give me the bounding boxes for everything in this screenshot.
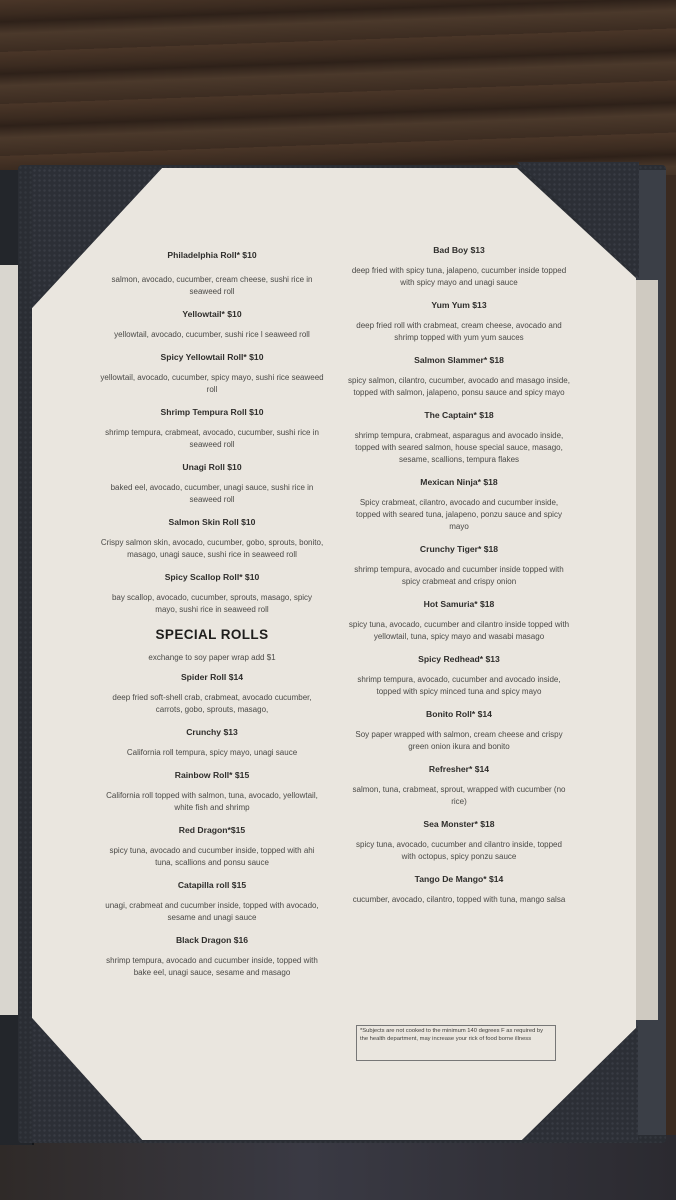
item-description: bay scallop, avocado, cucumber, sprouts, masago, spicy mayo, sushi rice in seaweed roll bbox=[111, 593, 313, 614]
item-description: shrimp tempura, crabmeat, asparagus and avocado inside, topped with seared salmon, house special sauce, masago, sesame, scallions, tempura flakes bbox=[354, 431, 564, 464]
item-description: shrimp tempura, avocado and cucumber inside, topped with bake eel, unagi sauce, sesame and masago bbox=[106, 956, 318, 977]
item-name: Mexican Ninja* $18 bbox=[420, 477, 498, 487]
raw-food-disclaimer: *Subjects are not cooked to the minimum 140 degrees F as required by the health department, may increase your rick of food borne illness bbox=[356, 1025, 556, 1061]
item-description: baked eel, avocado, cucumber, unagi sauce, sushi rice in seaweed roll bbox=[110, 483, 314, 504]
item-description: salmon, tuna, crabmeat, sprout, wrapped with cucumber (no rice) bbox=[352, 785, 566, 806]
menu-item bbox=[100, 879, 324, 924]
item-description: shrimp tempura, avocado and cucumber inside topped with spicy crabmeat and crispy onion bbox=[354, 565, 564, 586]
item-description: California roll topped with salmon, tuna, avocado, yellowtail, white fish and shrimp bbox=[106, 791, 318, 812]
left-page-sheet bbox=[0, 265, 18, 1015]
item-description: California roll tempura, spicy mayo, unagi sauce bbox=[126, 748, 298, 757]
menu-item bbox=[100, 308, 324, 341]
menu-item bbox=[348, 409, 570, 466]
item-description: deep fried roll with crabmeat, cream cheese, avocado and shrimp topped with yum yum sauces bbox=[356, 321, 562, 342]
item-description: Spicy crabmeat, cilantro, avocado and cucumber inside, topped with seared tuna, jalapeno, ponzu sauce and spicy mayo bbox=[356, 498, 562, 531]
menu-item bbox=[348, 598, 570, 643]
table-bottom-area bbox=[0, 1135, 676, 1200]
menu-item bbox=[100, 249, 324, 298]
item-description: cucumber, avocado, cilantro, topped with tuna, mango salsa bbox=[352, 895, 566, 904]
menu-item bbox=[100, 406, 324, 451]
item-name: Black Dragon $16 bbox=[175, 935, 249, 945]
menu-item bbox=[348, 354, 570, 399]
menu-item bbox=[348, 244, 570, 289]
menu-item bbox=[100, 571, 324, 616]
menu-item bbox=[100, 934, 324, 979]
item-name: Spicy Yellowtail Roll* $10 bbox=[160, 352, 264, 362]
item-name: Bad Boy $13 bbox=[433, 245, 485, 255]
section-title: SPECIAL ROLLS bbox=[155, 627, 269, 642]
item-name: Bonito Roll* $14 bbox=[426, 709, 492, 719]
item-name: Philadelphia Roll* $10 bbox=[167, 250, 257, 260]
item-name: Unagi Roll $10 bbox=[182, 462, 242, 472]
menu-item bbox=[100, 671, 324, 716]
wood-table-top bbox=[0, 0, 676, 175]
menu-right-column bbox=[348, 244, 570, 906]
menu-item bbox=[100, 726, 324, 759]
menu-left-column bbox=[100, 249, 324, 979]
item-name: Spider Roll $14 bbox=[180, 672, 244, 682]
menu-item bbox=[348, 476, 570, 533]
item-name: Tango De Mango* $14 bbox=[414, 874, 504, 884]
item-name: Yellowtail* $10 bbox=[182, 309, 242, 319]
menu-item bbox=[100, 824, 324, 869]
menu-item bbox=[348, 299, 570, 344]
item-description: yellowtail, avocado, cucumber, spicy mayo, sushi rice seaweed roll bbox=[100, 373, 324, 394]
item-name: Catapilla roll $15 bbox=[177, 880, 247, 890]
menu-item bbox=[348, 818, 570, 863]
menu-item bbox=[348, 763, 570, 808]
item-description: shrimp tempura, crabmeat, avocado, cucumber, sushi rice in seaweed roll bbox=[105, 428, 319, 449]
item-name: Rainbow Roll* $15 bbox=[174, 770, 250, 780]
item-description: deep fried soft-shell crab, crabmeat, avocado cucumber, carrots, gobo, sprouts, masago, bbox=[112, 693, 312, 714]
item-name: Hot Samuria* $18 bbox=[423, 599, 495, 609]
menu-item bbox=[100, 516, 324, 561]
item-name: Spicy Redhead* $13 bbox=[418, 654, 500, 664]
item-description: spicy tuna, avocado, cucumber and cilantro inside topped with yellowtail, tuna, spicy mayo and wasabi masago bbox=[348, 620, 570, 641]
menu-item bbox=[348, 543, 570, 588]
item-name: Salmon Slammer* $18 bbox=[414, 355, 504, 365]
item-description: spicy tuna, avocado and cucumber inside, topped with ahi tuna, scallions and ponsu sauce bbox=[109, 846, 315, 867]
item-name: Yum Yum $13 bbox=[431, 300, 487, 310]
item-name: Refresher* $14 bbox=[428, 764, 490, 774]
menu-item bbox=[348, 653, 570, 698]
item-description: Soy paper wrapped with salmon, cream cheese and crispy green onion ikura and bonito bbox=[355, 730, 563, 751]
item-description: shrimp tempura, avocado, cucumber and avocado inside, topped with spicy minced tuna and spicy mayo bbox=[357, 675, 561, 696]
item-description: yellowtail, avocado, cucumber, sushi rice l seaweed roll bbox=[114, 330, 310, 339]
item-name: Crunchy $13 bbox=[186, 727, 238, 737]
item-name: Shrimp Tempura Roll $10 bbox=[160, 407, 264, 417]
item-name: Red Dragon*$15 bbox=[178, 825, 246, 835]
menu-item bbox=[348, 873, 570, 906]
menu-item bbox=[100, 461, 324, 506]
item-name: The Captain* $18 bbox=[424, 410, 494, 420]
item-name: Sea Monster* $18 bbox=[423, 819, 495, 829]
item-description: unagi, crabmeat and cucumber inside, topped with avocado, sesame and unagi sauce bbox=[105, 901, 319, 922]
menu-item bbox=[348, 708, 570, 753]
section-note: exchange to soy paper wrap add $1 bbox=[148, 653, 276, 662]
item-name: Spicy Scallop Roll* $10 bbox=[164, 572, 260, 582]
item-name: Salmon Skin Roll $10 bbox=[168, 517, 256, 527]
item-description: spicy tuna, avocado, cucumber and cilantro inside, topped with octopus, spicy ponzu sauce bbox=[356, 840, 562, 861]
item-description: salmon, avocado, cucumber, cream cheese, sushi rice in seaweed roll bbox=[111, 275, 313, 296]
menu-page-edge bbox=[633, 280, 658, 1020]
item-name: Crunchy Tiger* $18 bbox=[419, 544, 499, 554]
menu-item bbox=[100, 351, 324, 396]
item-description: Crispy salmon skin, avocado, cucumber, gobo, sprouts, bonito, masago, unagi sauce, sushi rice in seaweed roll bbox=[100, 538, 324, 559]
special-rolls-section bbox=[100, 626, 324, 979]
item-description: deep fried with spicy tuna, jalapeno, cucumber inside topped with spicy mayo and unagi sauce bbox=[351, 266, 567, 287]
menu-item bbox=[100, 769, 324, 814]
item-description: spicy salmon, cilantro, cucumber, avocado and masago inside, topped with salmon, jalapeno, ponsu sauce and spicy mayo bbox=[348, 376, 570, 397]
